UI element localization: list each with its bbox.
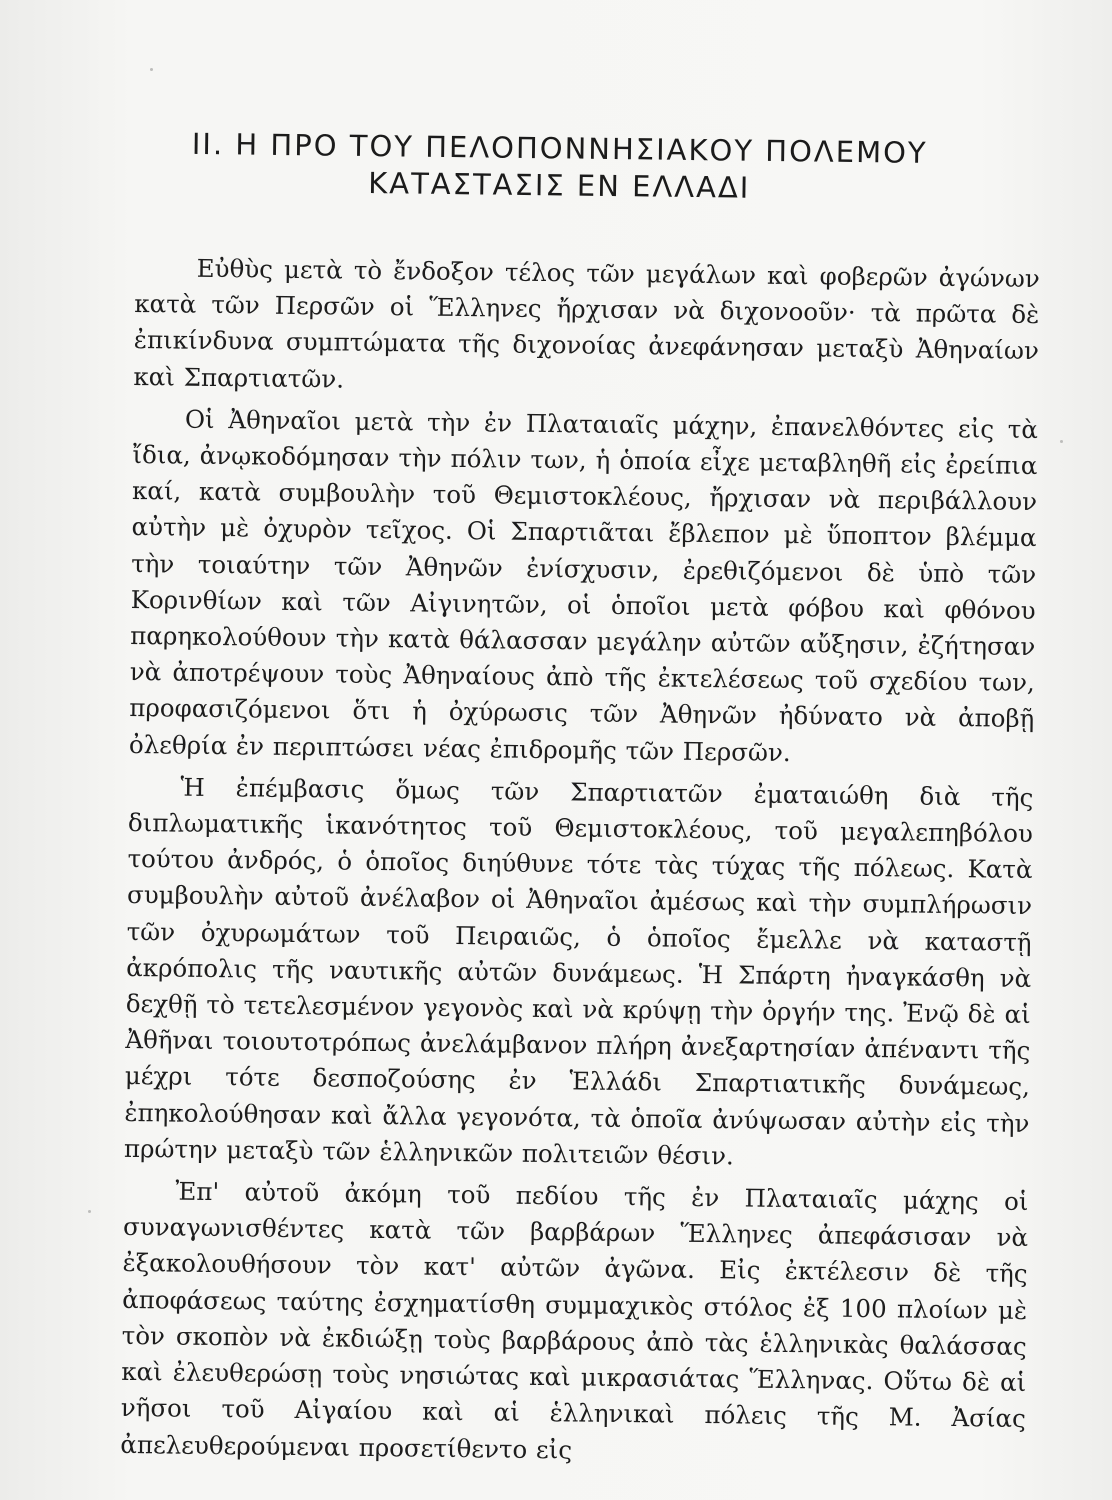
chapter-title <box>119 125 1000 210</box>
chapter-title-line-1: II. Η ΠΡΟ ΤΟΥ ΠΕΛΟΠΟΝΝΗΣΙΑΚΟΥ ΠΟΛΕΜΟΥ <box>191 126 928 170</box>
paragraph-2: Οἱ Ἀθηναῖοι μετὰ τὴν ἐν Πλαταιαῖς μάχην, ἐπανελθόντες εἰς τὰ ἴδια, ἀνῳκοδόμησαν τὴν πόλιν των, ἡ ὁποία εἶχε μεταβληθῆ εἰς ἐρείπια καί, κατὰ συμβουλὴν τοῦ Θεμιστοκλέους, ἤρχισαν νὰ περιβάλλουν αὐτὴν μὲ ὀχυρὸν τεῖχος. Οἱ Σπαρτιᾶται ἔβλεπον μὲ ὕποπτον βλέμμα τὴν τοιαύτην τῶν Ἀθηνῶν ἐνίσχυσιν, ἐρεθιζόμενοι δὲ ὑπὸ τῶν Κορινθίων καὶ τῶν Αἰγινητῶν, οἱ ὁποῖοι μετὰ φόβου καὶ φθόνου παρηκολούθουν τὴν κατὰ θάλασσαν μεγάλην αὐτῶν αὔξησιν, ἐζήτησαν νὰ ἀποτρέψουν τοὺς Ἀθηναίους ἀπὸ τῆς ἐκτελέσεως τοῦ σχεδίου των, προφασιζόμενοι ὅτι ἡ ὀχύρωσις τῶν Ἀθηνῶν ἠδύνατο νὰ ἀποβῇ ὀλεθρία ἐν περιπτώσει νέας ἐπιδρομῆς τῶν Περσῶν. <box>128 404 1039 767</box>
paragraph-1: Εὐθὺς μετὰ τὸ ἔνδοξον τέλος τῶν μεγάλων καὶ φοβερῶν ἀγώνων κατὰ τῶν Περσῶν οἱ Ἕλληνες ἤρχισαν νὰ διχονοοῦν· τὰ πρῶτα δὲ ἐπικίνδυνα συμπτώματα τῆς διχονοίας ἀνεφάνησαν μεταξὺ Ἀθηναίων καὶ Σπαρτιατῶν. <box>133 253 1040 394</box>
paper-speck <box>1060 440 1063 443</box>
paragraph-3: Ἡ ἐπέμβασις ὅμως τῶν Σπαρτιατῶν ἐματαιώθη διὰ τῆς διπλωματικῆς ἱκανότητος τοῦ Θεμιστοκλέους, τοῦ μεγαλεπηβόλου τούτου ἀνδρός, ὁ ὁποῖος διηύθυνε τότε τὰς τύχας τῆς πόλεως. Κατὰ συμβουλὴν αὐτοῦ ἀνέλαβον οἱ Ἀθηναῖοι ἀμέσως καὶ τὴν συμπλήρωσιν τῶν ὀχυρωμάτων τοῦ Πειραιῶς, ὁ ὁποῖος ἔμελλε νὰ καταστῇ ἀκρόπολις τῆς ναυτικῆς αὐτῶν δυνάμεως. Ἡ Σπάρτη ἠναγκάσθη νὰ δεχθῇ τὸ τετελεσμένον γεγονὸς καὶ νὰ κρύψῃ τὴν ὀργήν της. Ἐνῷ δὲ αἱ Ἀθῆναι τοιουτοτρόπως ἀνελάμβανον πλήρη ἀνεξαρτησίαν ἀπέναντι τῆς μέχρι τότε δεσποζούσης ἐν Ἑλλάδι Σπαρτιατικῆς δυνάμεως, ἐπηκολούθησαν καὶ ἄλλα γεγονότα, τὰ ὁποῖα ἀνύψωσαν αὐτὴν εἰς τὴν πρώτην μεταξὺ τῶν ἑλληνικῶν πολιτειῶν θέσιν. <box>123 772 1034 1171</box>
chapter-title-line-2: ΚΑΤΑΣΤΑΣΙΣ ΕΝ ΕΛΛΑΔΙ <box>368 166 751 205</box>
paragraph-4: Ἐπ' αὐτοῦ ἀκόμη τοῦ πεδίου τῆς ἐν Πλαταιαῖς μάχης οἱ συναγωνισθέντες κατὰ τῶν βαρβάρων Ἕλληνες ἀπεφάσισαν νὰ ἐξακολουθήσουν τὸν κατ' αὐτῶν ἀγῶνα. Εἰς ἐκτέλεσιν δὲ τῆς ἀποφάσεως ταύτης ἐσχηματίσθη συμμαχικὸς στόλος ἐξ 100 πλοίων μὲ τὸν σκοπὸν νὰ ἐκδιώξῃ τοὺς βαρβάρους ἀπὸ τὰς ἑλληνικὰς θαλάσσας καὶ ἐλευθερώσῃ τοὺς νησιώτας καὶ μικρασιάτας Ἕλληνας. Οὕτω δὲ αἱ νῆσοι τοῦ Αἰγαίου καὶ αἱ ἑλληνικαὶ πόλεις τῆς Μ. Ἀσίας ἀπελευθερούμεναι προσετίθεντο εἰς <box>120 1176 1029 1464</box>
paper-speck <box>88 1210 91 1213</box>
paper-speck <box>150 68 153 71</box>
body-text <box>120 250 1040 1480</box>
